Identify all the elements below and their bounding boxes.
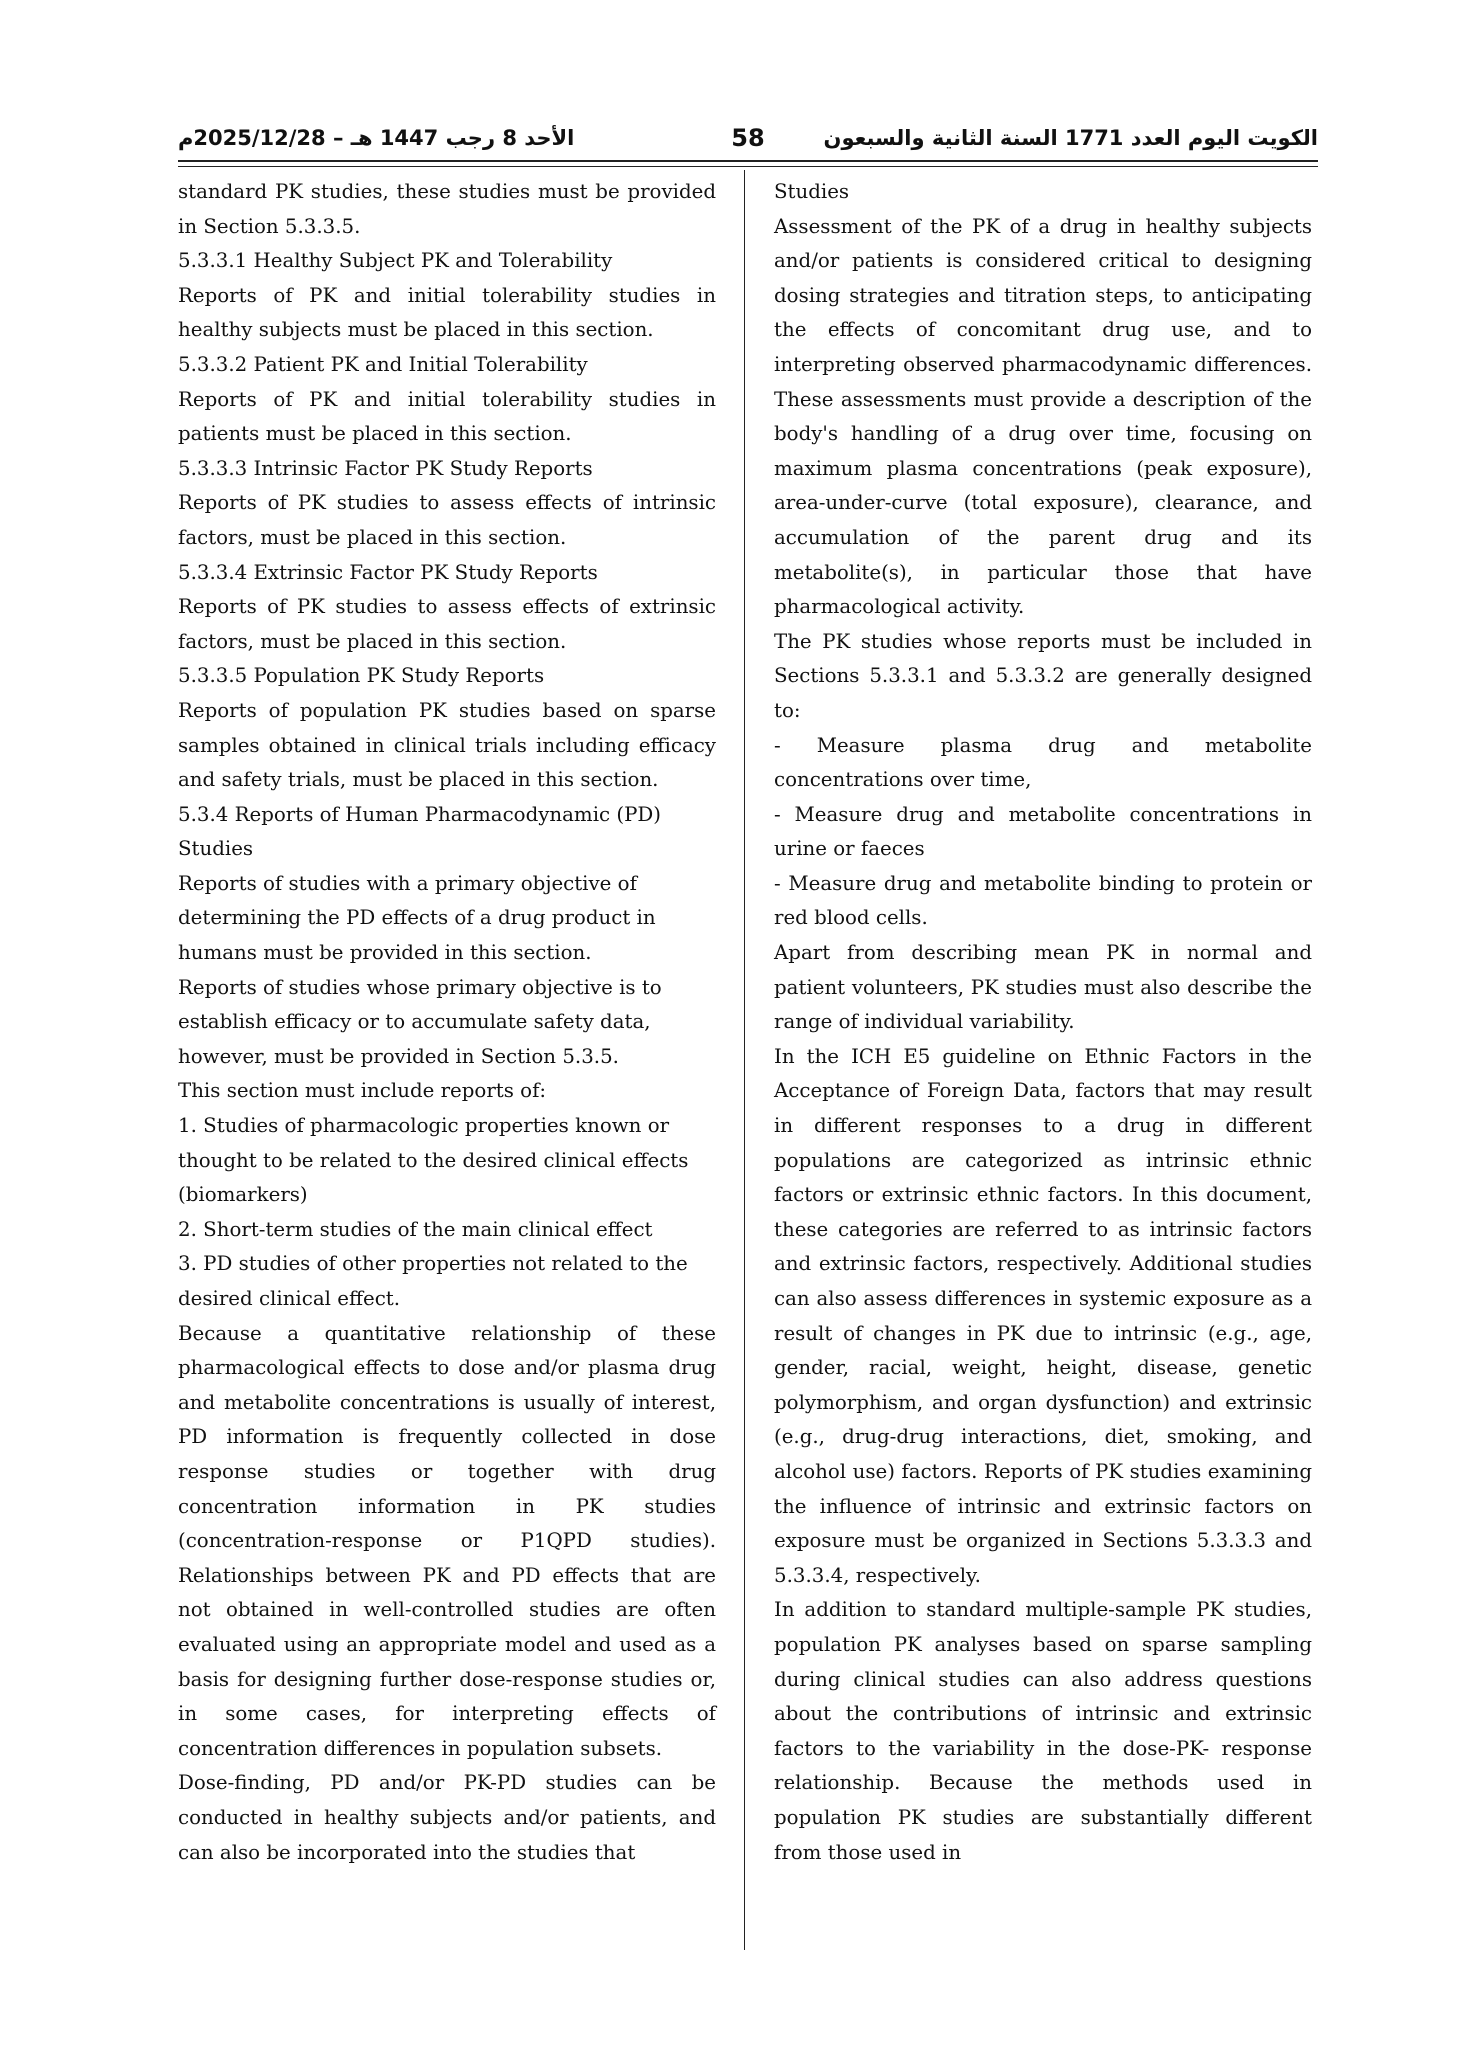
page-header xyxy=(178,118,1318,158)
page-number: 58 xyxy=(731,124,765,152)
paragraph: In addition to standard multiple-sample PK studies, population PK analyses based on sparse sampling during clinical studies can also address questions about the contributions of intrinsic and extrinsic factors to the variability in the dose-PK- response relationship. Because the methods used in population PK studies are substantially different from those used in xyxy=(774,1598,1312,1864)
header-date: الأحد 8 رجب 1447 هـ – 2025/12/28م xyxy=(178,126,575,150)
paragraph: Reports of population PK studies based on sparse samples obtained in clinical trials including efficacy and safety trials, must be placed in this section. xyxy=(178,698,716,792)
section-heading: 5.3.3.1 Healthy Subject PK and Tolerability xyxy=(178,249,613,273)
paragraph: Reports of PK and initial tolerability studies in patients must be placed in this section. xyxy=(178,387,716,446)
header-rule-thick xyxy=(178,160,1318,162)
list-item: - Measure drug and metabolite concentrations in urine or faeces xyxy=(774,802,1312,861)
paragraph: Dose-finding, PD and/or PK-PD studies can be conducted in healthy subjects and/or patients, and can also be incorporated into the studies that xyxy=(178,1771,716,1864)
section-heading: Studies xyxy=(774,180,850,203)
column-divider xyxy=(744,170,745,1950)
paragraph: Apart from describing mean PK in normal and patient volunteers, PK studies must also describe the range of individual variability. xyxy=(774,941,1312,1034)
paragraph: Reports of PK and initial tolerability studies in healthy subjects must be placed in this section. xyxy=(178,283,716,342)
list-item: 3. PD studies of other properties not related to the desired clinical effect. xyxy=(178,1252,688,1310)
paragraph: Because a quantitative relationship of these pharmacological effects to dose and/or plasma drug and metabolite concentrations is usually of interest, PD information is frequently collected in dose response studies or together with drug concentration information in PK studies (concentration-response or P1QPD studies). Relationships between PK and PD effects that are not obtained in well-controlled studies are often evaluated using an appropriate model and used as a basis for designing further dose-response studies or, in some cases, for interpreting effects of concentration differences in population subsets. xyxy=(178,1321,716,1760)
paragraph: standard PK studies, these studies must be provided in Section 5.3.3.5. xyxy=(178,180,716,238)
section-heading: 5.3.3.5 Population PK Study Reports xyxy=(178,664,545,688)
section-heading: 5.3.3.4 Extrinsic Factor PK Study Reports xyxy=(178,560,598,584)
paragraph: Reports of PK studies to assess effects of extrinsic factors, must be placed in this section. xyxy=(178,595,716,653)
list-item: 2. Short-term studies of the main clinical effect xyxy=(178,1217,653,1241)
section-heading: 5.3.3.3 Intrinsic Factor PK Study Reports xyxy=(178,456,593,480)
list-item: - Measure drug and metabolite binding to protein or red blood cells. xyxy=(774,871,1312,930)
paragraph: This section must include reports of: xyxy=(178,1079,547,1103)
paragraph: The PK studies whose reports must be included in Sections 5.3.3.1 and 5.3.3.2 are generally designed to: xyxy=(774,629,1312,722)
paragraph: Reports of studies with a primary objective of determining the PD effects of a drug product in humans must be provided in this section. xyxy=(178,871,656,965)
right-column xyxy=(774,175,1312,1870)
paragraph: Assessment of the PK of a drug in healthy subjects and/or patients is considered critical to designing dosing strategies and titration steps, to anticipating the effects of concomitant drug use, and to interpreting observed pharmacodynamic differences. These assessments must provide a description of the body's handling of a drug over time, focusing on maximum plasma concentrations (peak exposure), area-under-curve (total exposure), clearance, and accumulation of the parent drug and its metabolite(s), in particular those that have pharmacological activity. xyxy=(774,214,1312,619)
paragraph: Reports of studies whose primary objective is to establish efficacy or to accumulate safety data, however, must be provided in Section 5.3.5. xyxy=(178,975,662,1068)
paragraph: Reports of PK studies to assess effects of intrinsic factors, must be placed in this section. xyxy=(178,491,716,549)
paragraph: In the ICH E5 guideline on Ethnic Factors in the Acceptance of Foreign Data, factors that may result in different responses to a drug in different populations are categorized as intrinsic ethnic factors or extrinsic ethnic factors. In this document, these categories are referred to as intrinsic factors and extrinsic factors, respectively. Additional studies can also assess differences in systemic exposure as a result of changes in PK due to intrinsic (e.g., age, gender, racial, weight, height, disease, genetic polymorphism, and organ dysfunction) and extrinsic (e.g., drug-drug interactions, diet, smoking, and alcohol use) factors. Reports of PK studies examining the influence of intrinsic and extrinsic factors on exposure must be organized in Sections 5.3.3.3 and 5.3.3.4, respectively. xyxy=(774,1044,1312,1587)
list-item: - Measure plasma drug and metabolite concentrations over time, xyxy=(774,733,1312,792)
header-publication: الكويت اليوم العدد 1771 السنة الثانية والسبعون xyxy=(823,126,1318,150)
section-heading: 5.3.4 Reports of Human Pharmacodynamic (PD) Studies xyxy=(178,802,661,861)
section-heading: 5.3.3.2 Patient PK and Initial Tolerability xyxy=(178,352,588,376)
list-item: 1. Studies of pharmacologic properties known or thought to be related to the desired clinical effects (biomarkers) xyxy=(178,1114,689,1207)
left-column xyxy=(178,175,716,1870)
header-rule-thin xyxy=(178,166,1318,167)
